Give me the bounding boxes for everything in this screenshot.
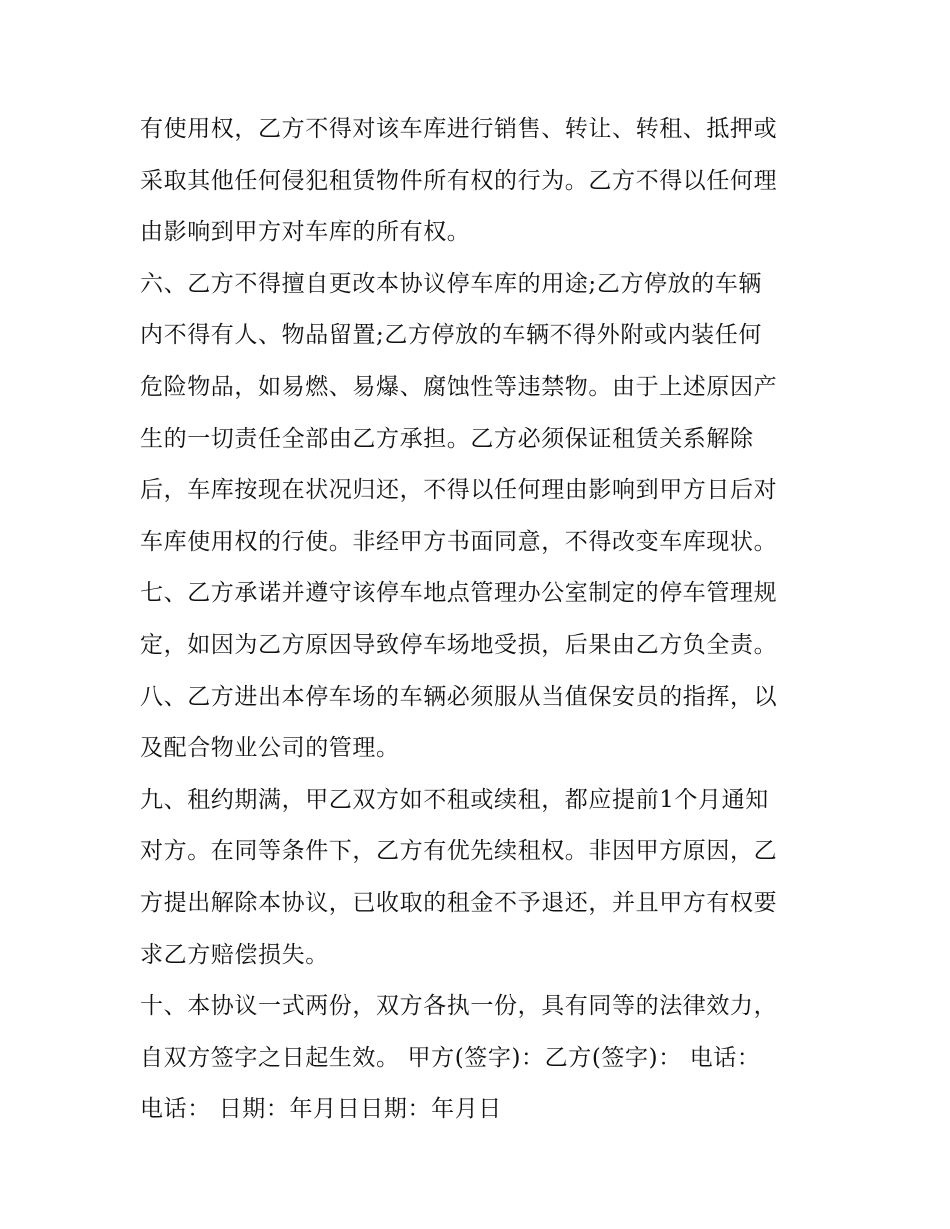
clause-10-line: 十、本协议一式两份，双方各执一份，具有同等的法律效力， <box>140 993 778 1020</box>
text-line: 后，车库按现在状况归还，不得以任何理由影响到甲方日后对 <box>140 477 778 504</box>
text-line: 危险物品，如易燃、易爆、腐蚀性等违禁物。由于上述原因产 <box>140 373 778 400</box>
contract-body-text <box>140 104 830 1136</box>
clause-6-line: 六、乙方不得擅自更改本协议停车库的用途;乙方停放的车辆 <box>140 270 762 297</box>
text-line: 求乙方赔偿损失。 <box>140 941 329 968</box>
clause-8-line: 八、乙方进出本停车场的车辆必须服从当值保安员的指挥，以 <box>140 683 778 710</box>
clause-7-line: 七、乙方承诺并遵守该停车地点管理办公室制定的停车管理规 <box>140 580 778 607</box>
text-line: 及配合物业公司的管理。 <box>140 735 400 762</box>
signature-date-line: 电话： 日期：年月日日期：年月日 <box>140 1096 502 1123</box>
text-line: 车库使用权的行使。非经甲方书面同意，不得改变车库现状。 <box>140 528 778 555</box>
text-line: 由影响到甲方对车库的所有权。 <box>140 219 471 246</box>
text-line: 方提出解除本协议，已收取的租金不予退还，并且甲方有权要 <box>140 889 778 916</box>
text-line: 定，如因为乙方原因导致停车场地受损，后果由乙方负全责。 <box>140 631 778 658</box>
clause-9-line: 九、租约期满，甲乙双方如不租或续租，都应提前1个月通知 <box>140 786 769 813</box>
text-line: 内不得有人、物品留置;乙方停放的车辆不得外附或内装任何 <box>140 322 762 349</box>
text-line: 有使用权，乙方不得对该车库进行销售、转让、转租、抵押或 <box>140 116 778 142</box>
text-line: 生的一切责任全部由乙方承担。乙方必须保证租赁关系解除 <box>140 425 754 452</box>
text-line: 采取其他任何侵犯租赁物件所有权的行为。乙方不得以任何理 <box>140 167 778 194</box>
text-line: 对方。在同等条件下，乙方有优先续租权。非因甲方原因，乙 <box>140 838 778 865</box>
signature-line: 自双方签字之日起生效。 甲方(签字)：乙方(签字)： 电话： <box>140 1044 761 1071</box>
